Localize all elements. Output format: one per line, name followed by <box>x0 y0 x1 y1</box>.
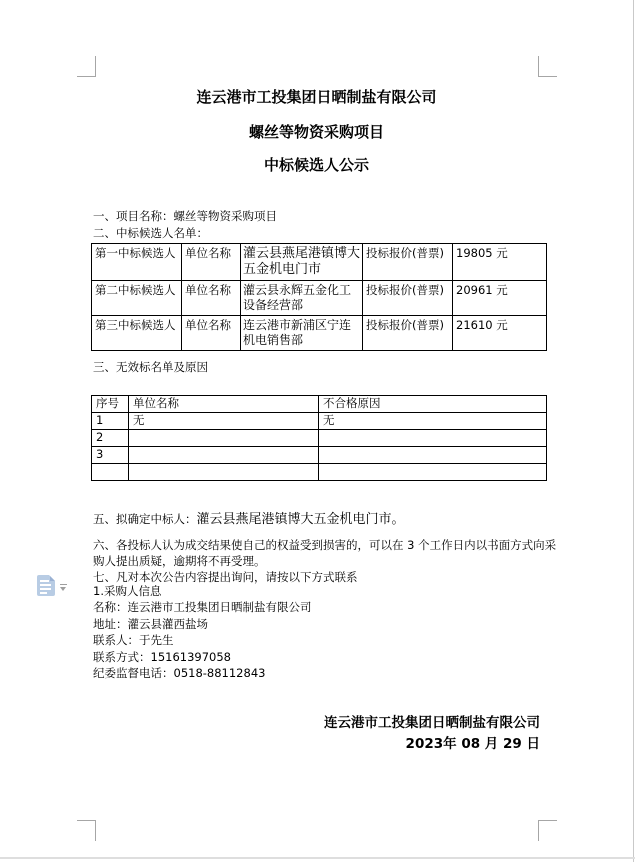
invalid-cell <box>129 464 319 481</box>
invalid-row <box>92 447 547 464</box>
invalid-cell: 1 <box>92 413 129 430</box>
invalid-cell <box>129 447 319 464</box>
price-label-cell: 投标报价(普票) <box>363 244 453 281</box>
section-winner <box>93 512 405 527</box>
title-announcement: 中标候选人公示 <box>263 156 369 174</box>
candidates-table <box>91 243 547 351</box>
invalid-cell: 无 <box>129 413 319 430</box>
purchaser-heading: 1.采购人信息 <box>93 584 162 598</box>
candidate-rank-cell: 第三中标候选人 <box>92 316 182 351</box>
candidate-row <box>92 244 547 281</box>
purchaser-address: 地址：灌云县灌西盐场 <box>93 617 208 631</box>
invalid-cell: 2 <box>92 430 129 447</box>
price-label-cell: 投标报价(普票) <box>363 281 453 316</box>
purchaser-name: 名称：连云港市工投集团日晒制盐有限公司 <box>93 600 312 614</box>
title-company: 连云港市工投集团日晒制盐有限公司 <box>196 88 437 106</box>
header-序号: 序号 <box>92 396 129 413</box>
invalid-cell <box>129 430 319 447</box>
purchaser-phone: 联系方式：15161397058 <box>93 650 231 664</box>
price-cell: 19805 元 <box>453 244 547 281</box>
unit-label-cell: 单位名称 <box>182 281 241 316</box>
text-boundary-mark-bottom-right <box>538 820 557 841</box>
page-bottom-edge <box>0 857 635 859</box>
discipline-phone: 纪委监督电话：0518-88112843 <box>93 666 266 680</box>
candidate-row <box>92 316 547 351</box>
unit-name-cell: 灌云县永辉五金化工设备经营部 <box>241 281 363 316</box>
section-objection-line2: 购人提出质疑，逾期将不再受理。 <box>93 554 266 568</box>
purchaser-contact-person: 联系人：于先生 <box>93 633 174 647</box>
clipboard-icon <box>37 575 55 596</box>
paste-options-icon[interactable] <box>37 575 67 599</box>
signature-company: 连云港市工投集团日晒制盐有限公司 <box>324 715 540 731</box>
unit-label-cell: 单位名称 <box>182 316 241 351</box>
invalid-row <box>92 464 547 481</box>
unit-label-cell: 单位名称 <box>182 244 241 281</box>
price-cell: 20961 元 <box>453 281 547 316</box>
text-boundary-mark-top-right <box>538 56 557 77</box>
header-不合格原因: 不合格原因 <box>319 396 547 413</box>
text-boundary-mark-top-left <box>77 56 96 77</box>
text-boundary-mark-bottom-left <box>77 820 96 841</box>
section-candidate-list: 二、中标候选人名单： <box>93 226 208 240</box>
winner-prefix: 五、拟确定中标人： <box>93 512 197 526</box>
winner-name: 灌云县燕尾港镇博大五金机电门市。 <box>196 512 405 527</box>
price-label-cell: 投标报价(普票) <box>363 316 453 351</box>
unit-name-cell: 灌云县燕尾港镇博大五金机电门市 <box>241 244 363 281</box>
signature-date: 2023年 08 月 29 日 <box>405 736 540 752</box>
unit-name-cell: 连云港市新浦区宁连机电销售部 <box>241 316 363 351</box>
invalid-row <box>92 413 547 430</box>
section-invalid-bids: 三、无效标名单及原因 <box>93 360 208 374</box>
invalid-cell <box>92 464 129 481</box>
invalid-row <box>92 430 547 447</box>
invalid-cell: 3 <box>92 447 129 464</box>
invalid-bids-table <box>91 395 547 481</box>
section-project-name: 一、项目名称：螺丝等物资采购项目 <box>93 209 277 223</box>
candidate-rank-cell: 第二中标候选人 <box>92 281 182 316</box>
header-单位名称: 单位名称 <box>129 396 319 413</box>
page-right-edge <box>633 0 634 862</box>
invalid-cell: 无 <box>319 413 547 430</box>
section-contact-intro: 七、凡对本次公告内容提出询问，请按以下方式联系 <box>93 570 358 584</box>
chevron-down-icon[interactable] <box>60 584 67 591</box>
price-cell: 21610 元 <box>453 316 547 351</box>
title-project: 螺丝等物资采购项目 <box>248 123 384 141</box>
candidate-row <box>92 281 547 316</box>
invalid-cell <box>319 430 547 447</box>
invalid-cell <box>319 447 547 464</box>
invalid-cell <box>319 464 547 481</box>
candidate-rank-cell: 第一中标候选人 <box>92 244 182 281</box>
section-objection-line1: 六、各投标人认为成交结果使自己的权益受到损害的，可以在 3 个工作日内以书面方式向采 <box>93 538 557 552</box>
invalid-header-row <box>92 396 547 413</box>
